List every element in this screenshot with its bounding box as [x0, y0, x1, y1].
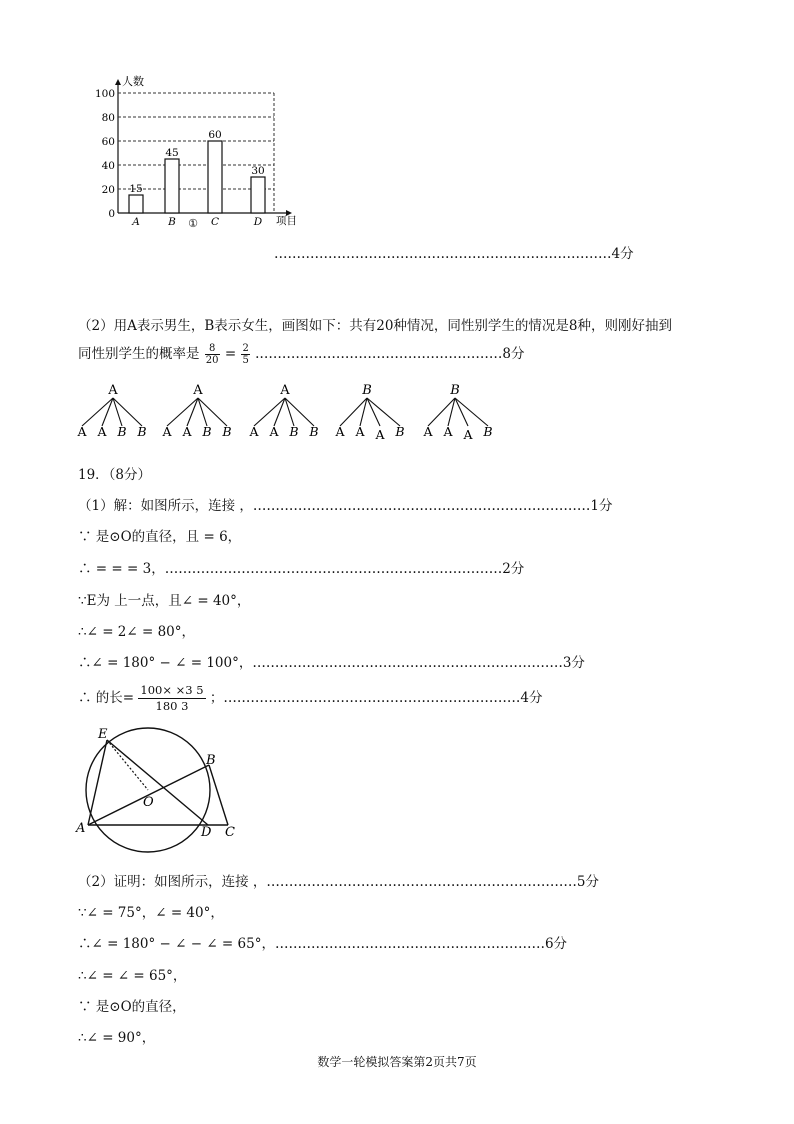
- q19-part2-line1: （2）证明：如图所示，连接 ，……………………………………………………………5分: [78, 874, 599, 890]
- arc-length-suffix: ；…………………………………………………………4分: [209, 690, 543, 706]
- label-d: D: [201, 825, 212, 840]
- segment-bc: [209, 765, 228, 825]
- bar-A: [129, 195, 143, 213]
- tree-root-label: A: [193, 383, 203, 398]
- arc-length-prefix: ∴ 的长=: [78, 690, 135, 706]
- tree-4: [334, 383, 404, 442]
- part2-line2-suffix: .………………………………………………8分: [255, 346, 525, 362]
- tree-branch: [102, 398, 113, 426]
- page-footer: 数学一轮模拟答案第2页共7页: [317, 1055, 477, 1069]
- tree-leaf-label: A: [269, 424, 279, 439]
- tree-leaf-label: B: [289, 424, 299, 439]
- tree-branch: [367, 398, 380, 426]
- q19-line7: [78, 683, 542, 714]
- tree-leaf-label: A: [335, 424, 345, 439]
- tree-branch: [274, 398, 285, 426]
- score-line-1: …………………………………………………………………4分: [274, 246, 634, 262]
- tree-leaf-label: B: [309, 424, 319, 439]
- equals-sign: =: [224, 346, 237, 362]
- q19-part2-line4: ∴∠ = ∠ = 65°，: [78, 968, 187, 984]
- part2-line1: （2）用A表示男生，B表示女生，画图如下：共有20种情况，同性别学生的情况是8种，则刚好抽到: [78, 318, 673, 334]
- y-tick-label: 0: [108, 208, 115, 220]
- x-tick-label: C: [210, 216, 220, 228]
- tree-root-label: B: [450, 383, 460, 398]
- label-b: B: [206, 753, 216, 768]
- tree-branch: [367, 398, 400, 426]
- q19-title: 19．（8分）: [78, 467, 152, 483]
- x-tick-label: D: [253, 216, 263, 228]
- bar-value-label: 60: [208, 129, 222, 141]
- y-axis-label: 人数: [122, 75, 144, 88]
- tree-leaf-label: A: [249, 424, 259, 439]
- bar-value-label: 30: [251, 165, 265, 177]
- bar-B: [165, 159, 179, 213]
- frac1-num: 8: [205, 343, 220, 355]
- y-tick-label: 80: [101, 112, 115, 124]
- tree-branch: [187, 398, 198, 426]
- chart-caption: ①: [188, 217, 198, 230]
- frac2-den: 5: [242, 355, 249, 366]
- tree-5: [422, 383, 492, 442]
- x-tick-label: A: [132, 216, 140, 228]
- q19-line5: ∴∠ = 2∠ = 80°，: [78, 624, 196, 640]
- bar-chart: [90, 72, 320, 237]
- tree-root-label: A: [108, 383, 118, 398]
- tree-2: [161, 383, 231, 439]
- q19-line4: ∵E为 上一点，且∠ = 40°，: [78, 593, 251, 609]
- tree-root-label: B: [362, 383, 372, 398]
- label-c: C: [225, 825, 235, 840]
- label-a: A: [76, 821, 86, 836]
- tree-leaf-label: A: [162, 424, 172, 439]
- q19-part2-line3: ∴∠ = 180° − ∠ − ∠ = 65°，……………………………………………………6分: [78, 936, 568, 952]
- q19-part2-line2: ∵∠ = 75°，∠ = 40°，: [78, 905, 224, 921]
- tree-leaf-label: A: [182, 424, 192, 439]
- tree-leaf-label: B: [117, 424, 127, 439]
- q19-line1: （1）解：如图所示，连接 ，…………………………………………………………………1分: [78, 498, 613, 514]
- y-tick-label: 100: [94, 88, 115, 100]
- circle-figure: [72, 722, 242, 862]
- q19-line3: ∴ = = = 3，…………………………………………………………………2分: [78, 561, 525, 577]
- tree-leaf-label: B: [483, 424, 493, 439]
- chart-bars: [129, 141, 265, 213]
- q19-line2: ∵ 是⊙O的直径，且 = 6，: [78, 529, 242, 545]
- tree-diagram: [70, 378, 510, 450]
- tree-3: [248, 383, 318, 439]
- bar-value-label: 15: [129, 183, 143, 195]
- y-tick-label: 60: [101, 136, 115, 148]
- tree-1: [76, 383, 146, 439]
- tree-leaf-label: A: [97, 424, 107, 439]
- tree-leaf-label: B: [395, 424, 405, 439]
- chart-labels: [95, 74, 297, 230]
- tree-root-label: A: [280, 383, 290, 398]
- fraction-8-20: [205, 343, 220, 366]
- bar-C: [208, 141, 222, 213]
- tree-branch: [455, 398, 468, 426]
- label-o: O: [143, 795, 154, 810]
- arc-length-num: 100× ×3 5: [140, 683, 204, 697]
- tree-leaf-label: A: [443, 424, 453, 439]
- y-tick-label: 20: [101, 184, 115, 196]
- arc-length-fraction: [138, 683, 205, 714]
- tree-leaf-label: A: [77, 424, 87, 439]
- x-axis-label: 项目: [276, 215, 297, 227]
- tree-branch: [455, 398, 488, 426]
- q19-line6: ∴∠ = 180° − ∠ = 100°，……………………………………………………………3分: [78, 655, 585, 671]
- bar-value-label: 45: [165, 147, 179, 159]
- y-tick-label: 40: [101, 160, 115, 172]
- q19-part2-line6: ∴∠ = 90°，: [78, 1030, 156, 1046]
- bar-D: [251, 177, 265, 213]
- frac2-num: 2: [242, 343, 249, 354]
- tree-leaf-label: A: [463, 427, 473, 442]
- segment-ed: [107, 740, 208, 825]
- tree-branch: [167, 398, 198, 426]
- tree-leaf-label: A: [355, 424, 365, 439]
- part2-line2: [78, 343, 525, 366]
- tree-leaf-label: A: [375, 427, 385, 442]
- arc-length-den: 180 3: [155, 699, 189, 713]
- q19-part2-line5: ∵ 是⊙O的直径，: [78, 999, 186, 1015]
- tree-branch: [82, 398, 113, 426]
- y-axis-arrow: [115, 79, 121, 85]
- tree-leaf-label: B: [222, 424, 232, 439]
- segment-ea: [88, 740, 107, 825]
- frac1-den: 20: [205, 355, 219, 366]
- tree-leaf-label: B: [202, 424, 212, 439]
- tree-branch: [254, 398, 285, 426]
- label-e: E: [98, 727, 108, 742]
- segment-eo-dashed: [107, 740, 148, 790]
- fraction-2-5: [241, 343, 249, 366]
- tree-leaf-label: A: [423, 424, 433, 439]
- part2-line2-prefix: 同性别学生的概率是: [78, 346, 200, 362]
- tree-leaf-label: B: [137, 424, 147, 439]
- x-tick-label: B: [168, 216, 176, 228]
